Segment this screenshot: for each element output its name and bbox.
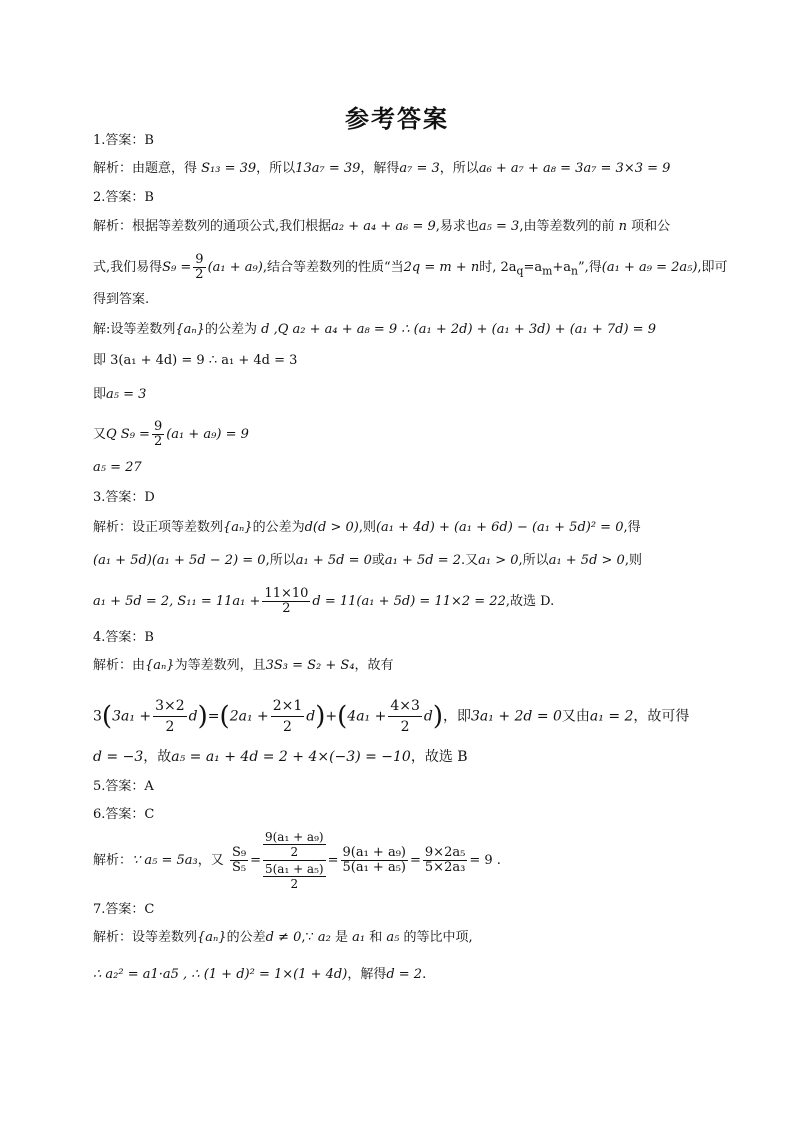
q2-text: 式,我们易得 — [93, 260, 163, 275]
q1-math: a₆ + a₇ + a₈ = 3a₇ = 3×3 = 9 — [478, 161, 671, 176]
q4-fraction: $\frac{3\times 2}{2}$ — [155, 698, 185, 735]
q3-explanation-line3: a₁ + 5d = 2, S₁₁ = 11a₁ + $\frac{11\times 10}{2}$ d = 11(a₁ + 5d) = 11×2 = 22,故选 D. — [93, 586, 555, 616]
q2-text: ,即可 — [697, 260, 728, 275]
q2-math: S₉ = — [162, 260, 192, 275]
q2-explanation-line1 — [93, 218, 670, 236]
q2-text: 项和公 — [631, 219, 671, 234]
q4-explanation-line1: 解析：由{aₙ}为等差数列，且3S₃ = S₂ + S₄，故有 — [93, 658, 394, 673]
q2-explanation-line3: 得到答案. — [93, 292, 150, 307]
q2-solution-line2: 即 3(a₁ + 4d) = 9 ∴ a₁ + 4d = 3 — [93, 353, 298, 368]
q2-explanation-line2: 式,我们易得S₉ = $\frac{9}{2}$ (a₁ + a₉),结合等差数列的性质“当2q = m + n时, $2a_q=a_m+a_n$”,得(a₁ + a₉ = 2a₅),即可 — [93, 252, 728, 282]
q3-answer: 3.答案：D — [93, 490, 155, 505]
q2-math: 2q = m + n — [403, 260, 480, 275]
q3-explanation-line1: 解析：设正项等差数列{aₙ}的公差为d(d > 0),则(a₁ + 4d) + (a₁ + 6d) − (a₁ + 5d)² = 0,得 — [93, 520, 641, 535]
q5-answer: 5.答案：A — [93, 779, 154, 794]
q1-text: ，所以 — [256, 161, 296, 176]
q2-text: ”,得 — [578, 260, 602, 275]
q2-math: (a₁ + a₉ = 2a₅) — [601, 260, 698, 275]
q2-math: (a₁ + a₉) — [207, 260, 263, 275]
q4-explanation-line2: 3(3a₁ + $\frac{3\times 2}{2}$ d)=(2a₁ + $\frac{2\times 1}{2}$ d)+(4a₁ + $\frac{4\times 3}{2}$ d)，即3a₁ + 2d = 0又由a₁ = 2，故可得 — [93, 698, 690, 735]
q6-fraction: $\frac{\text{S₉}}{\text{S₅}}$ — [231, 845, 247, 875]
q1-math: S₁₃ = 39 — [201, 161, 257, 176]
q1-math: a₇ = 3 — [399, 161, 440, 176]
q2-fraction: $\frac{9}{2}$ — [195, 252, 204, 282]
q1-text: ，解得 — [360, 161, 400, 176]
q4-answer: 4.答案：B — [93, 630, 154, 645]
q2-math: n — [618, 219, 627, 234]
q2-text: ,结合等差数列的性质“当 — [262, 260, 404, 275]
q6-explanation: 解析：∵ a₅ = 5a₃，又 $\frac{\text{S₉}}{\text{S₅}}$ = $\frac{\frac{\text{9(a₁ + a₉)}}{2}}{\frac{\text{5(a₁ + a₅)}}{2}}$ = $\frac{\text{9(a₁ + a₉)}}{\text{5(a₁ + a₅)}}$ = $\frac{\text{9×2a₅}}{\text{5×2a₃}}$ = 9 . — [93, 830, 501, 891]
q2-solution-line4: 又Q S₉ = $\frac{9}{2}$ (a₁ + a₉) = 9 — [93, 419, 249, 449]
q6-answer: 6.答案：C — [93, 807, 155, 822]
q2-math: a₅ = 3 — [478, 219, 520, 234]
q4-fraction: $\frac{4\times 3}{2}$ — [390, 698, 420, 735]
q1-answer: 1.答案：B — [93, 133, 154, 148]
q2-text: 解析：根据等差数列的通项公式,我们根据 — [93, 219, 332, 234]
q1-explanation — [93, 160, 670, 178]
q1-text: 解析：由题意，得 — [93, 161, 202, 176]
q7-explanation-line1: 解析：设等差数列{aₙ}的公差d ≠ 0,∵ a₂ 是 a₁ 和 a₅ 的等比中项, — [93, 930, 473, 945]
q2-solution-line3: 即a₅ = 3 — [93, 387, 147, 402]
page-title: 参考答案 — [345, 104, 449, 133]
q2-solution-line1: 解:设等差数列{aₙ}的公差为 d ,Q a₂ + a₄ + a₈ = 9 ∴ (a₁ + 2d) + (a₁ + 3d) + (a₁ + 7d) = 9 — [93, 322, 656, 337]
q4-fraction: $\frac{2\times 1}{2}$ — [272, 698, 303, 735]
q2-answer: 2.答案：B — [93, 190, 154, 205]
q6-fraction: $\frac{\text{9(a₁ + a₉)}}{\text{5(a₁ + a₅)}}$ — [342, 845, 406, 875]
q1-text: ，所以 — [439, 161, 479, 176]
q2-text: ,由等差数列的前 — [519, 219, 615, 234]
q4-explanation-line3: d = −3，故a₅ = a₁ + 4d = 2 + 4×(−3) = −10，故选 B — [93, 749, 468, 765]
q3-explanation-line2: (a₁ + 5d)(a₁ + 5d − 2) = 0,所以a₁ + 5d = 0或a₁ + 5d = 2.又a₁ > 0,所以a₁ + 5d > 0,则 — [93, 553, 642, 568]
q3-fraction: $\frac{11\times 10}{2}$ — [264, 586, 309, 616]
q6-fraction: $\frac{\text{9×2a₅}}{\text{5×2a₃}}$ — [424, 845, 466, 875]
q7-answer: 7.答案：C — [93, 902, 155, 917]
q2-fraction: $\frac{9}{2}$ — [153, 419, 163, 449]
q1-math: 13a₇ = 39 — [295, 161, 361, 176]
q7-explanation-line2: ∴ a₂² = a1·a5 , ∴ (1 + d)² = 1×(1 + 4d)，解得d = 2. — [93, 967, 427, 982]
q2-text: 时, 2a — [479, 260, 517, 275]
q2-math: a₂ + a₄ + a₆ = 9 — [331, 219, 436, 234]
q2-text: ,易求也 — [435, 219, 479, 234]
q6-compound-fraction: $\frac{\frac{\text{9(a₁ + a₉)}}{2}}{\frac{\text{5(a₁ + a₅)}}{2}}$ — [264, 830, 324, 891]
q2-solution-line5: a₅ = 27 — [93, 460, 142, 475]
